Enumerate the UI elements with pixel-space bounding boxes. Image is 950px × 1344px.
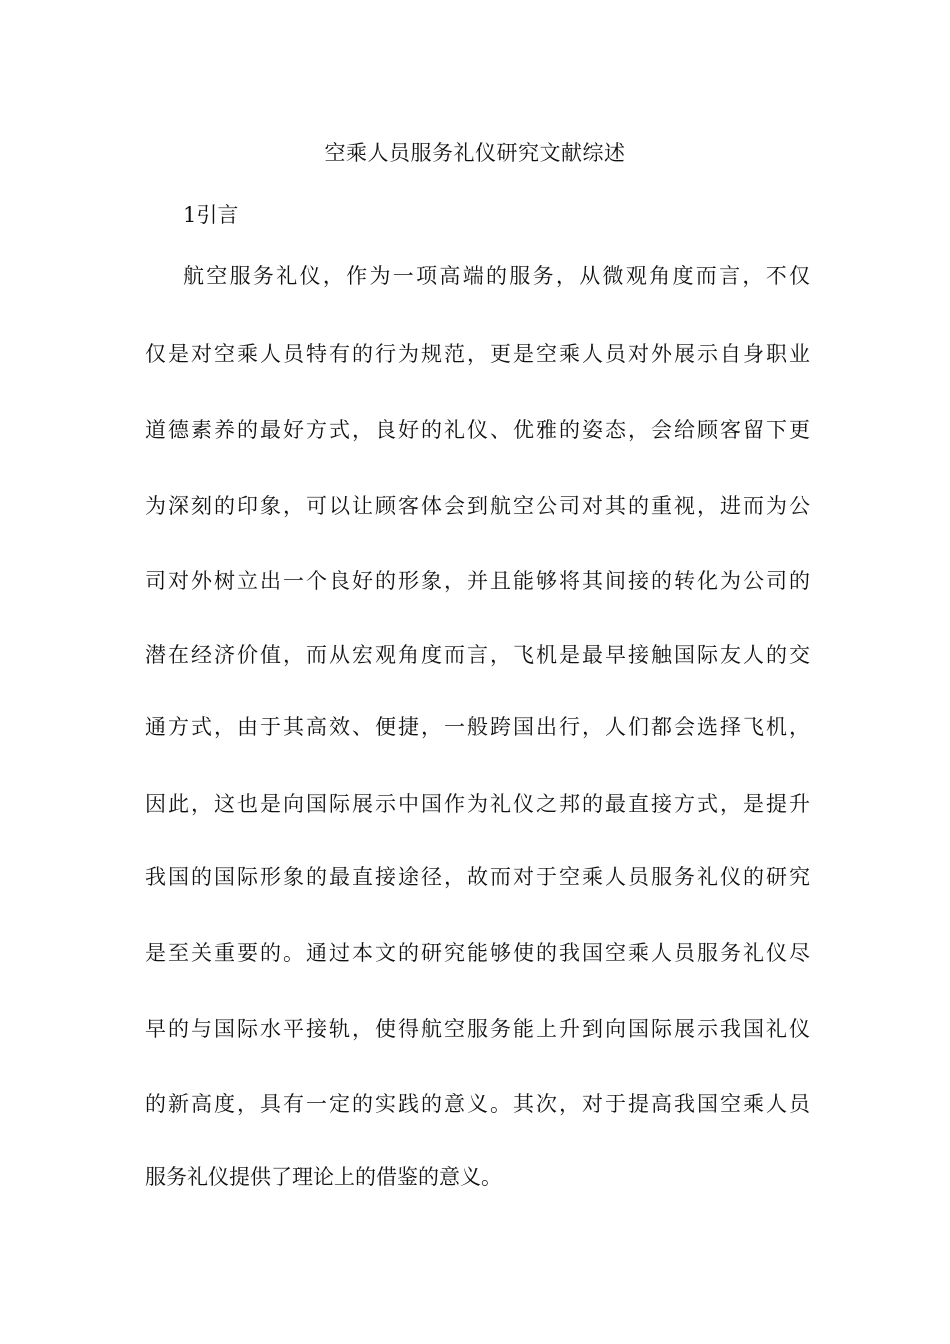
section-heading: 1引言 [183,203,239,227]
document-title: 空乘人员服务礼仪研究文献综述 [324,141,626,165]
paragraph-line: 司对外树立出一个良好的形象，并且能够将其间接的转化为公司的 [145,569,810,593]
paragraph-line: 服务礼仪提供了理论上的借鉴的意义。 [145,1165,502,1189]
paragraph-line: 航空服务礼仪，作为一项高端的服务，从微观角度而言，不仅 [183,264,810,288]
paragraph-line: 潜在经济价值，而从宏观角度而言，飞机是最早接触国际友人的交 [145,643,810,667]
paragraph-line: 因此，这也是向国际展示中国作为礼仪之邦的最直接方式，是提升 [145,792,810,816]
paragraph-line: 的新高度，具有一定的实践的意义。其次，对于提高我国空乘人员 [145,1092,810,1116]
paragraph-line: 道德素养的最好方式，良好的礼仪、优雅的姿态，会给顾客留下更 [145,418,810,442]
paragraph-line: 仅是对空乘人员特有的行为规范，更是空乘人员对外展示自身职业 [145,342,810,366]
paragraph-line: 早的与国际水平接轨，使得航空服务能上升到向国际展示我国礼仪 [145,1017,810,1041]
paragraph-line: 为深刻的印象，可以让顾客体会到航空公司对其的重视，进而为公 [145,494,810,518]
paragraph-line: 我国的国际形象的最直接途径，故而对于空乘人员服务礼仪的研究 [145,865,810,889]
paragraph-line: 通方式，由于其高效、便捷，一般跨国出行，人们都会选择飞机， [145,715,810,739]
paragraph-line: 是至关重要的。通过本文的研究能够使的我国空乘人员服务礼仪尽 [145,941,810,965]
